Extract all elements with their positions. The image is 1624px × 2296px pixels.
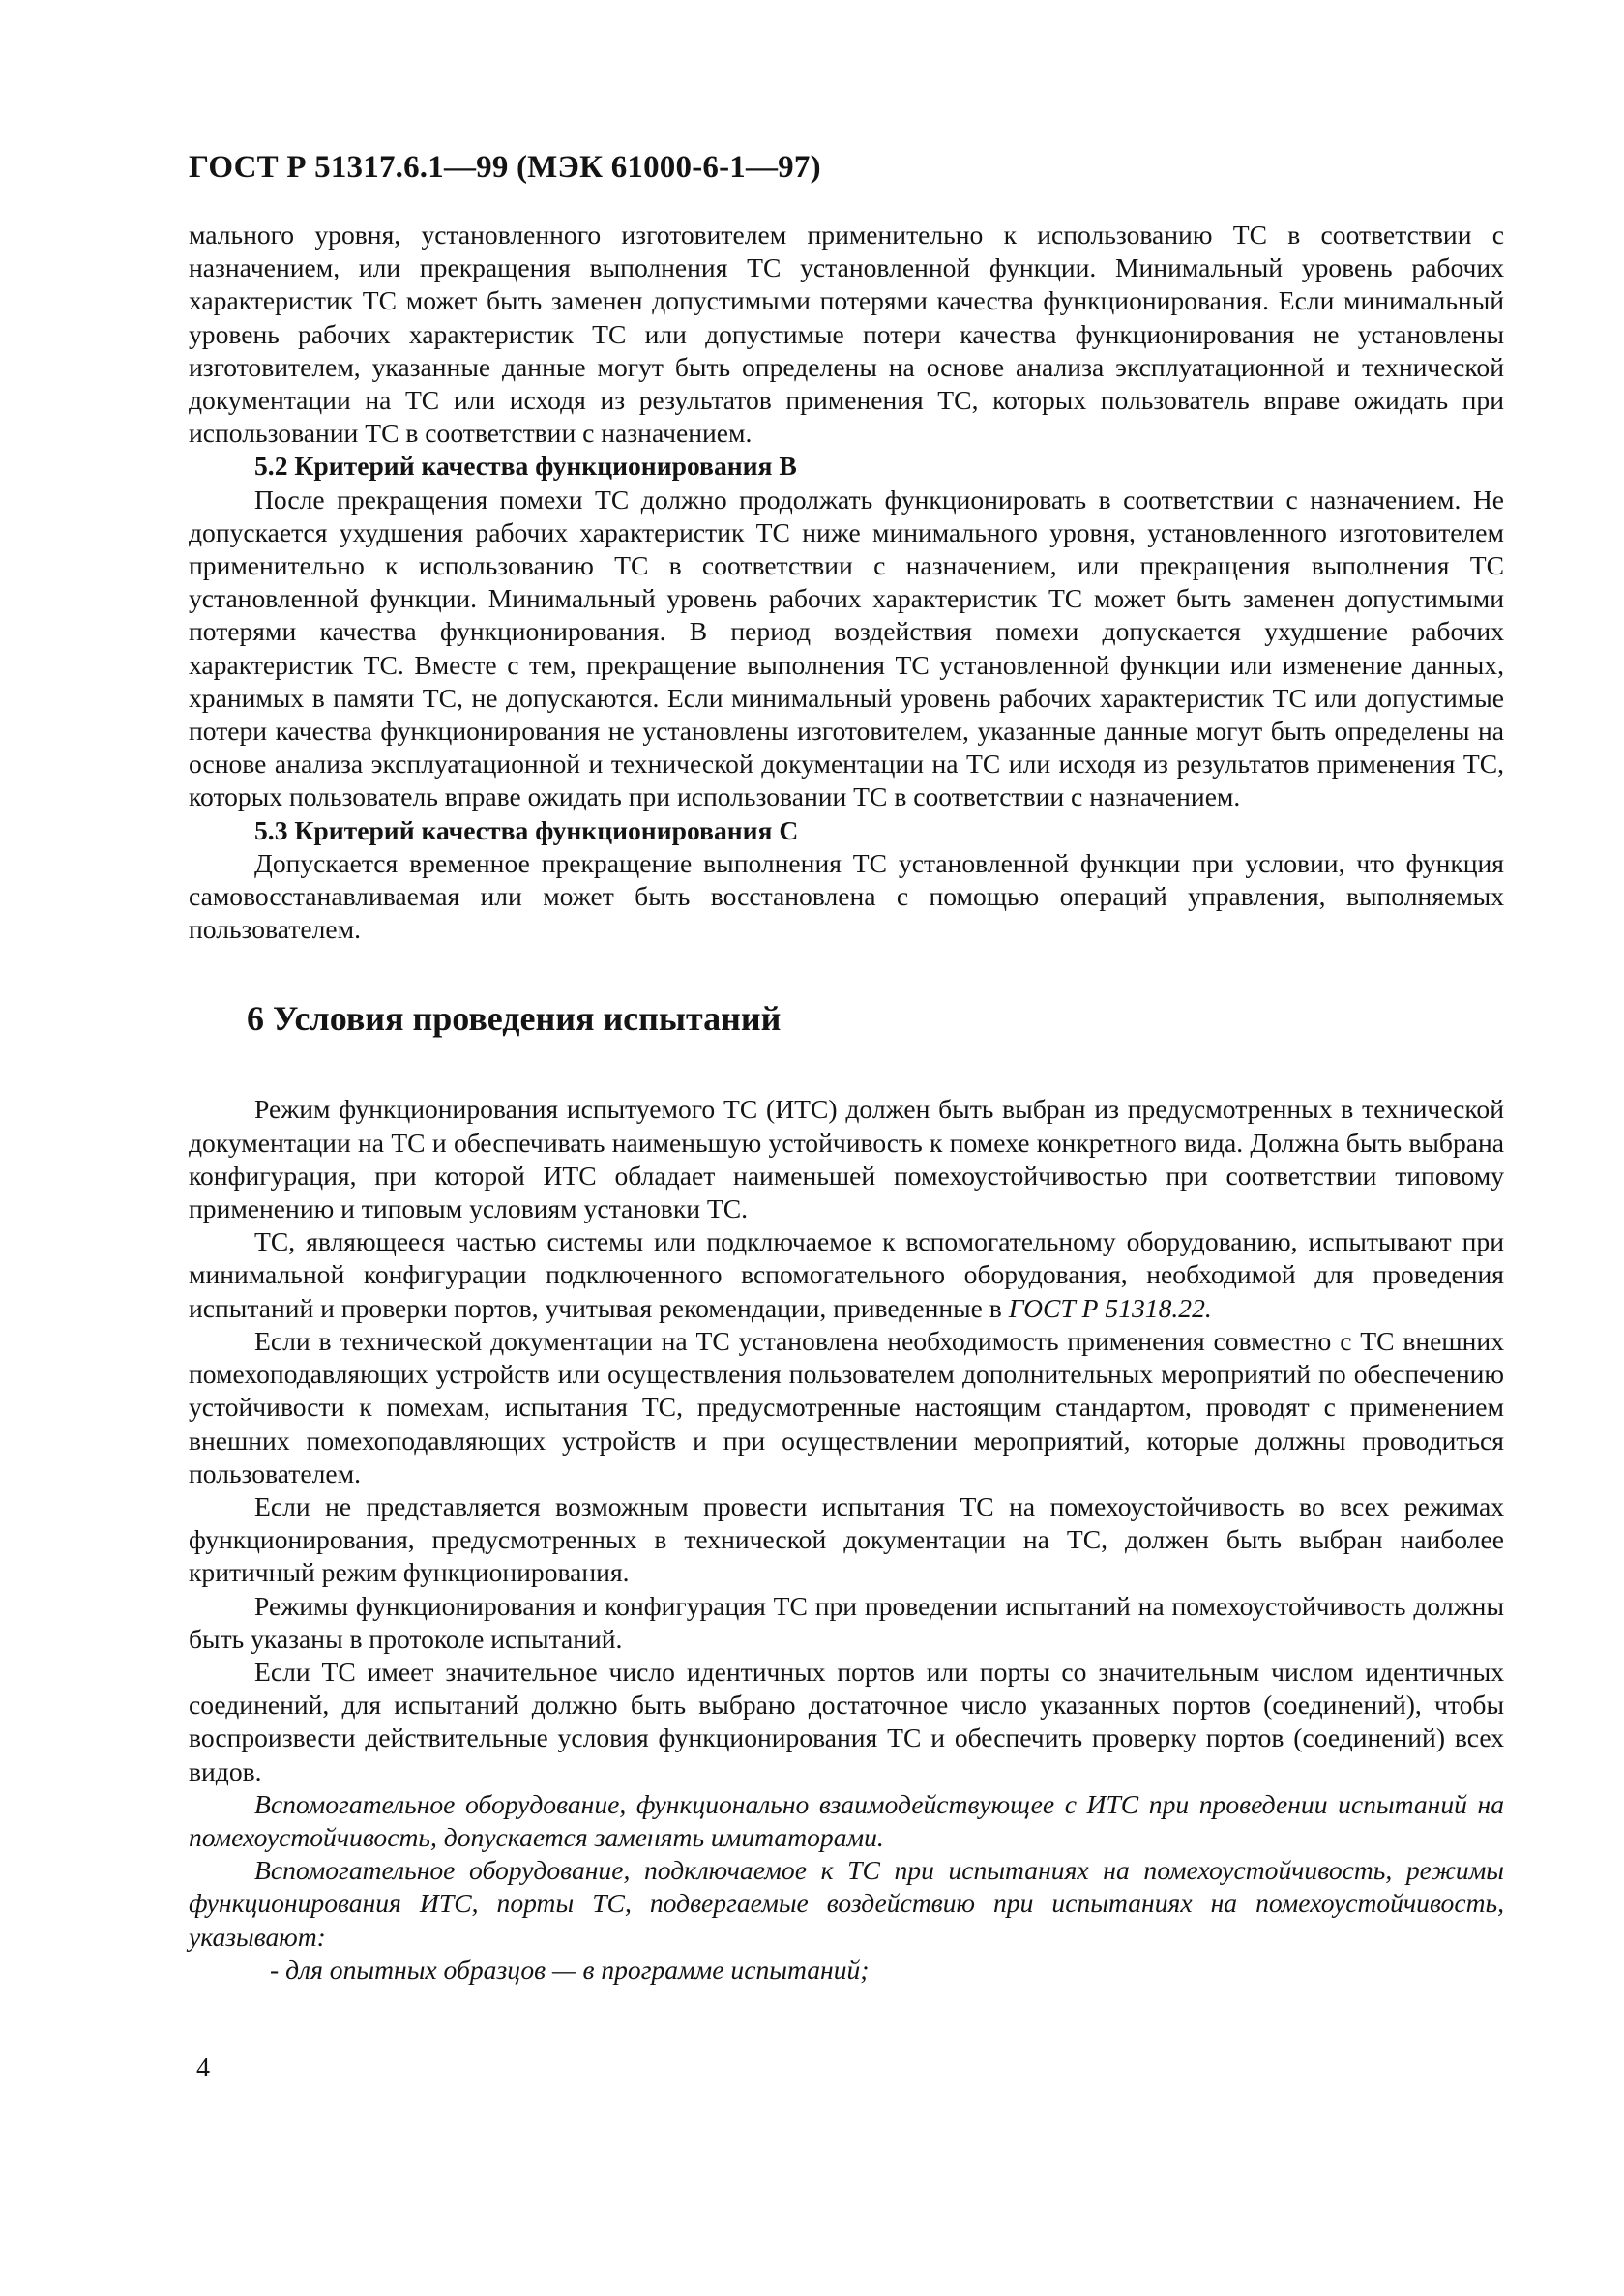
document-header: ГОСТ Р 51317.6.1—99 (МЭК 61000-6-1—97) [189,150,821,185]
section-6-paragraph-3: Если в технической документации на ТС установлена необходимость применения совместно с ТС внешних помехоподавляющих устройств или осуществления пользователем дополнительных мероприятий по обеспечению устойчивости к помехам, испытания ТС, предусмотренные настоящим стандартом, проводят с применением внешних помехоподавляющих устройств и при осуществлении мероприятий, которые должны проводиться пользователем. [189,1325,1504,1488]
page-number: 4 [196,2053,210,2083]
section-6-note-1: Вспомогательное оборудование, функционально взаимодействующее с ИТС при проведении испытаний на помехоустойчивость, допускается заменять имитаторами. [189,1788,1504,1852]
standard-reference: ГОСТ Р 51318.22. [1008,1292,1212,1323]
clause-5-2-text: После прекращения помехи ТС должно продолжать функционировать в соответствии с назначением. Не допускается ухудшения рабочих характеристик ТС ниже минимального уровня, установленного изготовителем применительно к использованию ТС в соответствии с назначением, или прекращения выполнения ТС установленной функции. Минимальный уровень рабочих характеристик ТС может быть заменен допустимыми потерями качества функционирования. В период воздействия помехи допускается ухудшение рабочих характеристик ТС. Вместе с тем, прекращение выполнения ТС установленной функции или изменение данных, хранимых в памяти ТС, не допускаются. Если минимальный уровень рабочих характеристик ТС или допустимые потери качества функционирования не установлены изготовителем, указанные данные могут быть определены на основе анализа эксплуатационной и технической документации на ТС или исходя из результатов применения ТС, которых пользователь вправе ожидать при использовании ТС в соответствии с назначением. [189,484,1504,812]
document-page [189,150,1504,1987]
clause-5-2-title: 5.2 Критерий качества функционирования В [254,451,797,482]
section-6-dash-item-1: - для опытных образцов — в программе испытаний; [270,1954,870,1985]
section-6-note-2: Вспомогательное оборудование, подключаемое к ТС при испытаниях на помехоустойчивость, режимы функционирования ИТС, порты ТС, подвергаемые воздействию при испытаниях на помехоустойчивость, указывают: [189,1855,1504,1952]
section-6-title: 6 Условия проведения испытаний [247,999,782,1039]
section-6-paragraph-4: Если не представляется возможным провести испытания ТС на помехоустойчивость во всех режимах функционирования, предусмотренных в технической документации на ТС, должен быть выбран наиболее критичный режим функционирования. [189,1490,1504,1588]
clause-5-3-title: 5.3 Критерий качества функционирования С [254,814,799,845]
section-6-paragraph-5: Режимы функционирования и конфигурация ТС при проведении испытаний на помехоустойчивость должны быть указаны в протоколе испытаний. [189,1590,1504,1654]
clause-5-3-text: Допускается временное прекращение выполнения ТС установленной функции при условии, что функция самовосстанавливаемая или может быть восстановлена с помощью операций управления, выполняемых пользователем. [189,847,1504,945]
section-6-paragraph-2 [189,1225,1504,1325]
section-6-paragraph-1: Режим функционирования испытуемого ТС (ИТС) должен быть выбран из предусмотренных в технической документации на ТС и обеспечивать наименьшую устойчивость к помехе конкретного вида. Должна быть выбрана конфигурация, при которой ИТС обладает наименьшей помехоустойчивостью при соответствии типовому применению и типовым условиям установки ТС. [189,1094,1504,1224]
section-6-paragraph-6: Если ТС имеет значительное число идентичных портов или порты со значительным числом идентичных соединений, для испытаний должно быть выбрано достаточное число указанных портов (соединений), чтобы воспроизвести действительные условия функционирования ТС и обеспечить проверку портов (соединений) всех видов. [189,1656,1504,1786]
section-6-paragraph-2-text: ТС, являющееся частью системы или подключаемое к вспомогательному оборудованию, испытывают при минимальной конфигурации подключенного вспомогательного оборудования, необходимой для проведения испытаний и проверки портов, учитывая рекомендации, приведенные в [189,1226,1504,1323]
continuation-paragraph: мального уровня, установленного изготовителем применительно к использованию ТС в соответствии с назначением, или прекращения выполнения ТС установленной функции. Минимальный уровень рабочих характеристик ТС может быть заменен допустимыми потерями качества функционирования. Если минимальный уровень рабочих характеристик ТС или допустимые потери качества функционирования не установлены изготовителем, указанные данные могут быть определены на основе анализа эксплуатационной и технической документации на ТС или исходя из результатов применения ТС, которых пользователь вправе ожидать при использовании ТС в соответствии с назначением. [189,220,1504,449]
